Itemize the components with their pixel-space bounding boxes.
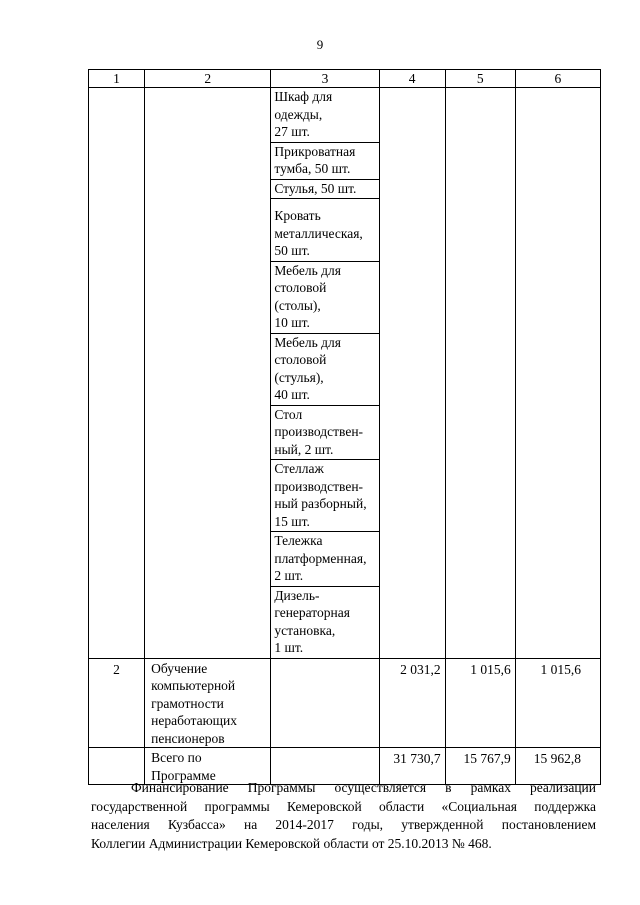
equipment-item-line: Стулья, 50 шт. [274, 180, 357, 196]
equipment-item [271, 334, 378, 406]
equipment-item-line: Стеллаж [274, 461, 324, 476]
header-cell: 2 [145, 70, 271, 88]
equipment-item-line: ный разборный, [274, 496, 367, 511]
note-line: Коллегии Администрации Кемеровской области от 25.10.2013 № 468. [91, 835, 492, 851]
grand-total-col5: 15 767,9 [445, 748, 515, 785]
equipment-item [271, 180, 378, 200]
equipment-item-line: генераторная [274, 605, 350, 620]
equipment-item-line: тумба, 50 шт. [274, 161, 351, 176]
equipment-item-line: платформенная, [274, 550, 367, 566]
equipment-item-line: 2 шт. [274, 568, 304, 583]
page-number: 9 [316, 37, 324, 52]
empty-cell [145, 88, 271, 659]
equipment-item-line: столовой [274, 280, 327, 295]
header-cell: 5 [445, 70, 515, 88]
note-line: населения Кузбасса» на 2014-2017 годы, утвержденной постановлением [91, 817, 596, 832]
header-cell: 3 [271, 70, 379, 88]
header-cell: 6 [515, 70, 600, 88]
row-name-line: Обучение [151, 660, 208, 676]
equipment-item-line: (стулья), [274, 369, 324, 385]
amount-col5: 1 015,6 [445, 658, 515, 748]
equipment-item-line: 10 шт. [274, 315, 310, 330]
equipment-list-cell [271, 88, 379, 659]
equipment-item-line: металлическая, [274, 225, 363, 241]
equipment-item-line: 1 шт. [274, 640, 304, 655]
equipment-item-line: 27 шт. [274, 124, 310, 139]
equipment-item-line: установка, [274, 622, 336, 638]
equipment-item-line: Дизель- [274, 587, 320, 603]
equipment-item-line: Шкаф для [274, 89, 333, 104]
amount-col6: 1 015,6 [515, 658, 600, 748]
note-line: государственной программы Кемеровской области «Социальная поддержка [91, 798, 596, 814]
row-name-line: пенсионеров [151, 730, 225, 746]
equipment-item [271, 199, 378, 262]
equipment-item-line: одежды, [274, 106, 323, 122]
grand-total: 31 730,7 [379, 748, 445, 785]
equipment-item-line: Мебель для [274, 334, 341, 350]
table-header-row [89, 70, 601, 88]
equipment-item [271, 262, 378, 334]
equipment-item-line: Мебель для [274, 262, 341, 278]
equipment-list [271, 88, 378, 658]
equipment-item-line: 40 шт. [274, 387, 310, 402]
equipment-item [271, 460, 378, 532]
equipment-item [271, 587, 378, 658]
empty-cell [271, 658, 379, 748]
grand-total-col6: 15 962,8 [515, 748, 600, 785]
equipment-item-line: столовой [274, 352, 327, 367]
table-row [89, 658, 601, 748]
equipment-item-line: Кровать [274, 208, 321, 223]
empty-cell [89, 88, 145, 659]
row-number: 2 [89, 658, 145, 748]
row-name-line: грамотности [151, 695, 224, 711]
row-name-line: компьютерной [151, 678, 236, 693]
empty-cell [515, 88, 600, 659]
equipment-item [271, 143, 378, 180]
equipment-item-line: Прикроватная [274, 143, 356, 159]
header-cell: 4 [379, 70, 445, 88]
program-table [88, 69, 601, 785]
equipment-item-line: производствен- [274, 424, 364, 439]
empty-cell [445, 88, 515, 659]
equipment-item-line: ный, 2 шт. [274, 441, 334, 457]
equipment-item-line: производствен- [274, 478, 364, 494]
equipment-item-line: (столы), [274, 297, 321, 313]
row-name-line: неработающих [151, 713, 238, 728]
header-cell: 1 [89, 70, 145, 88]
equipment-item [271, 88, 378, 143]
note-line: Финансирование Программы осуществляется в рамках реализации [131, 780, 596, 795]
equipment-item-line: Тележка [274, 533, 323, 548]
financing-note [91, 779, 596, 853]
total-amount: 2 031,2 [379, 658, 445, 748]
empty-cell [379, 88, 445, 659]
row-name [145, 658, 271, 748]
total-label-line: Всего по [151, 750, 202, 765]
equipment-item-line: 15 шт. [274, 513, 310, 529]
table-row [89, 88, 601, 659]
total-label-line: Программе [151, 767, 216, 783]
equipment-item [271, 406, 378, 461]
equipment-item [271, 532, 378, 587]
equipment-item-line: 50 шт. [274, 243, 310, 258]
equipment-item-line: Стол [274, 406, 303, 422]
